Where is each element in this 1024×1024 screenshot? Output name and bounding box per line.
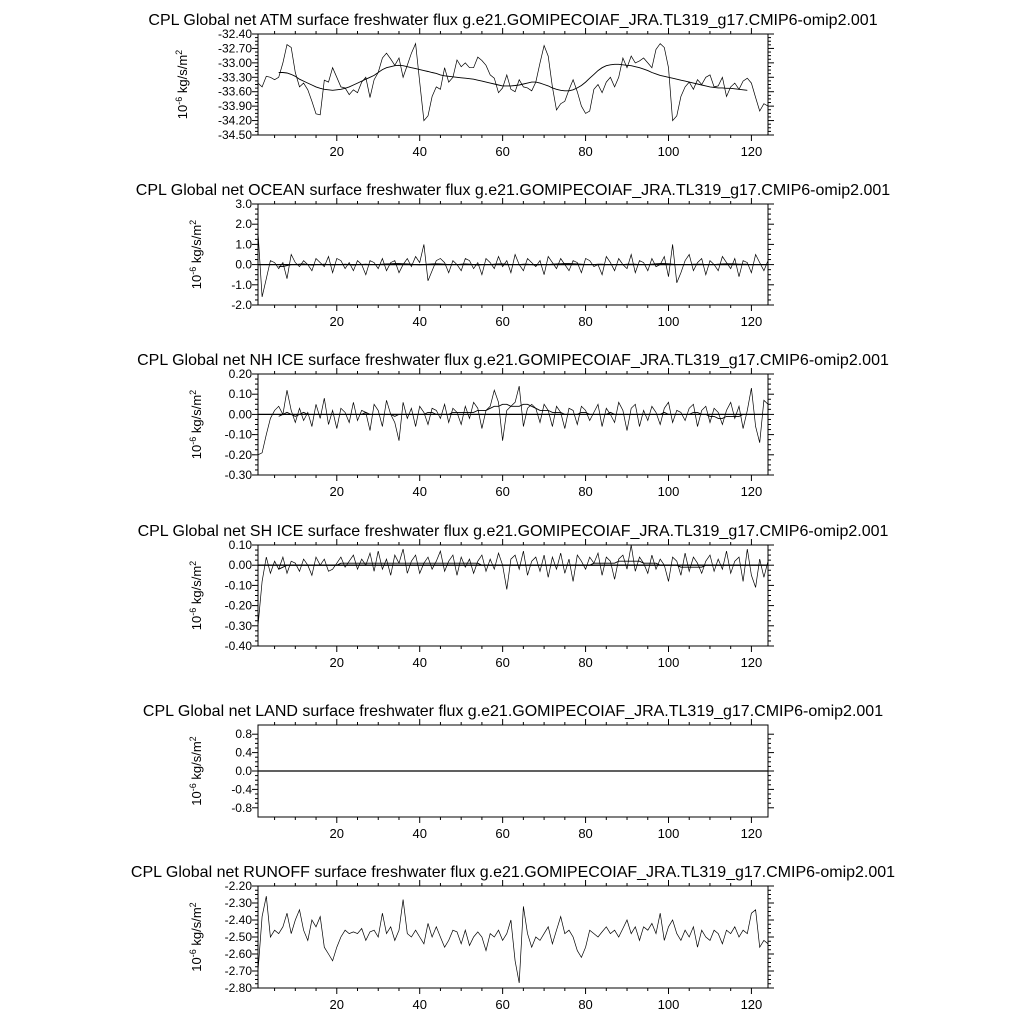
y-axis-label-text: kg/s/m — [189, 394, 204, 437]
y-tick-label: -0.20 — [224, 598, 252, 613]
y-axis-label-superscript: -6 — [188, 266, 198, 275]
x-tick-label: 40 — [412, 997, 427, 1012]
y-tick-label: -0.30 — [224, 468, 252, 482]
panel-title: CPL Global net SH ICE surface freshwater flux g.e21.GOMIPECOIAF_JRA.TL319_g17.CMIP6-omip2.001 — [137, 523, 889, 540]
x-tick-label: 100 — [657, 144, 680, 159]
y-axis-label — [188, 902, 204, 971]
y-tick-label: -0.30 — [224, 618, 252, 633]
plot-frame — [258, 34, 768, 135]
y-axis-label-text: kg/s/m — [189, 565, 204, 608]
panel-title: CPL Global net RUNOFF surface freshwater flux g.e21.GOMIPECOIAF_JRA.TL319_g17.CMIP6-omip2.001 — [130, 864, 896, 881]
panel-6 — [131, 864, 895, 1012]
x-tick-label: 60 — [495, 314, 510, 329]
x-tick-label: 20 — [329, 826, 345, 841]
y-tick-label: -0.8 — [231, 800, 252, 815]
x-tick-label: 40 — [412, 314, 427, 329]
panel-4 — [138, 523, 889, 670]
y-axis-label-text: 10 — [175, 104, 190, 120]
y-tick-label: -0.40 — [224, 639, 252, 653]
x-tick-label: 120 — [740, 826, 763, 841]
x-tick-label: 60 — [495, 144, 510, 159]
y-axis-label-text: kg/s/m — [189, 741, 204, 784]
y-tick-label: -2.70 — [224, 964, 252, 978]
x-tick-label: 120 — [740, 144, 763, 159]
y-axis-label-superscript: -6 — [188, 949, 198, 958]
x-tick-label: 100 — [657, 484, 680, 499]
y-tick-label: -1.0 — [231, 277, 252, 292]
y-axis-label-superscript: 2 — [188, 560, 198, 566]
y-tick-label: -2.50 — [224, 930, 252, 944]
x-tick-label: 80 — [578, 144, 593, 159]
y-tick-label: 2.0 — [235, 217, 252, 232]
y-tick-label: 0.0 — [235, 764, 252, 778]
y-axis-label-superscript: 2 — [188, 902, 198, 908]
y-tick-label: -2.20 — [224, 879, 252, 893]
x-tick-label: 20 — [329, 484, 345, 499]
x-tick-label: 80 — [578, 826, 593, 841]
y-axis-label-text: 10 — [189, 274, 204, 290]
y-axis-label-text: 10 — [189, 791, 204, 806]
x-tick-label: 80 — [578, 314, 593, 329]
y-tick-label: -32.40 — [217, 27, 252, 41]
y-tick-label: -33.30 — [217, 70, 252, 85]
x-tick-label: 120 — [740, 314, 763, 329]
y-axis-label-text: kg/s/m — [175, 54, 190, 97]
y-axis-label — [188, 220, 204, 289]
x-tick-label: 60 — [495, 826, 510, 841]
y-axis-label — [188, 390, 204, 459]
y-axis-label-text: 10 — [189, 444, 204, 460]
y-tick-label: -2.0 — [231, 298, 252, 312]
x-tick-label: 40 — [412, 826, 427, 841]
y-axis-label-text: kg/s/m — [189, 907, 204, 950]
y-tick-label: -0.10 — [224, 427, 252, 442]
x-tick-label: 20 — [329, 655, 345, 670]
y-tick-label: 3.0 — [235, 197, 252, 211]
x-tick-label: 40 — [412, 655, 427, 670]
x-tick-label: 80 — [578, 484, 593, 499]
y-axis-label — [188, 561, 204, 630]
y-axis-label-superscript: -6 — [188, 783, 198, 792]
y-tick-label: -2.40 — [224, 913, 252, 927]
panel-title: CPL Global net LAND surface freshwater flux g.e21.GOMIPECOIAF_JRA.TL319_g17.CMIP6-omip2.001 — [142, 703, 884, 720]
y-tick-label: 0.00 — [228, 407, 252, 422]
panel-title: CPL Global net OCEAN surface freshwater flux g.e21.GOMIPECOIAF_JRA.TL319_g17.CMIP6-omip2.001 — [135, 182, 891, 199]
x-tick-label: 20 — [329, 997, 345, 1012]
y-tick-label: -2.30 — [224, 896, 252, 910]
x-tick-label: 60 — [495, 484, 510, 499]
y-axis-label-superscript: 2 — [188, 219, 198, 225]
panel-1 — [148, 12, 877, 159]
y-tick-label: 1.0 — [235, 237, 252, 252]
y-axis-label-text: kg/s/m — [189, 224, 204, 267]
x-tick-label: 80 — [578, 997, 593, 1012]
y-axis-label-superscript: 2 — [188, 736, 198, 742]
x-tick-label: 120 — [740, 997, 763, 1012]
y-axis-label-superscript: -6 — [174, 96, 184, 105]
series-line-running-mean — [279, 64, 748, 91]
plot-frame — [258, 545, 768, 646]
y-tick-label: -0.20 — [224, 447, 252, 462]
y-axis-label — [188, 736, 204, 805]
y-tick-label: -2.80 — [224, 981, 252, 995]
x-tick-label: 100 — [657, 314, 680, 329]
y-tick-label: 0.00 — [228, 558, 252, 573]
panel-3 — [137, 352, 889, 499]
y-tick-label: 0.8 — [235, 727, 252, 742]
y-tick-label: 0.10 — [228, 387, 252, 402]
series-line-running-mean — [279, 404, 748, 418]
y-axis-label — [174, 50, 190, 119]
y-axis-label-superscript: 2 — [188, 389, 198, 395]
series-line-annual — [258, 545, 768, 626]
y-axis-label-superscript: -6 — [188, 607, 198, 616]
x-tick-label: 20 — [329, 144, 345, 159]
x-tick-label: 120 — [740, 484, 763, 499]
y-tick-label: -32.70 — [217, 41, 252, 56]
y-tick-label: -33.90 — [217, 99, 252, 114]
x-tick-label: 120 — [740, 655, 763, 670]
series-line-annual — [258, 896, 768, 983]
y-axis-label-superscript: -6 — [188, 436, 198, 445]
x-tick-label: 40 — [412, 484, 427, 499]
x-tick-label: 100 — [657, 826, 680, 841]
panel-title: CPL Global net ATM surface freshwater flux g.e21.GOMIPECOIAF_JRA.TL319_g17.CMIP6-omip2.001 — [148, 12, 878, 29]
y-tick-label: -0.10 — [224, 578, 252, 593]
y-tick-label: -2.60 — [224, 947, 252, 961]
panel-title: CPL Global net NH ICE surface freshwater flux g.e21.GOMIPECOIAF_JRA.TL319_g17.CMIP6-omip2.001 — [137, 352, 889, 369]
panel-2 — [136, 182, 891, 329]
y-axis-label-text: 10 — [189, 615, 204, 631]
series-line-annual — [258, 386, 768, 455]
y-tick-label: -0.4 — [231, 782, 252, 797]
y-tick-label: -34.50 — [217, 128, 252, 142]
panel-5 — [143, 703, 883, 841]
x-tick-label: 40 — [412, 144, 427, 159]
y-tick-label: 0.10 — [228, 538, 252, 552]
x-tick-label: 60 — [495, 655, 510, 670]
x-tick-label: 20 — [329, 314, 345, 329]
y-tick-label: 0.0 — [235, 257, 252, 272]
x-tick-label: 100 — [657, 997, 680, 1012]
x-tick-label: 60 — [495, 997, 510, 1012]
x-tick-label: 100 — [657, 655, 680, 670]
y-tick-label: -33.00 — [217, 55, 252, 70]
plot-frame — [258, 374, 768, 475]
y-tick-label: -34.20 — [217, 113, 252, 128]
y-axis-label-superscript: 2 — [174, 49, 184, 55]
y-tick-label: 0.20 — [228, 367, 252, 381]
series-line-annual — [258, 44, 768, 121]
plot-frame — [258, 204, 768, 305]
y-axis-label-text: 10 — [189, 957, 204, 972]
y-tick-label: -33.60 — [217, 84, 252, 99]
x-tick-label: 80 — [578, 655, 593, 670]
y-tick-label: 0.4 — [235, 745, 252, 760]
